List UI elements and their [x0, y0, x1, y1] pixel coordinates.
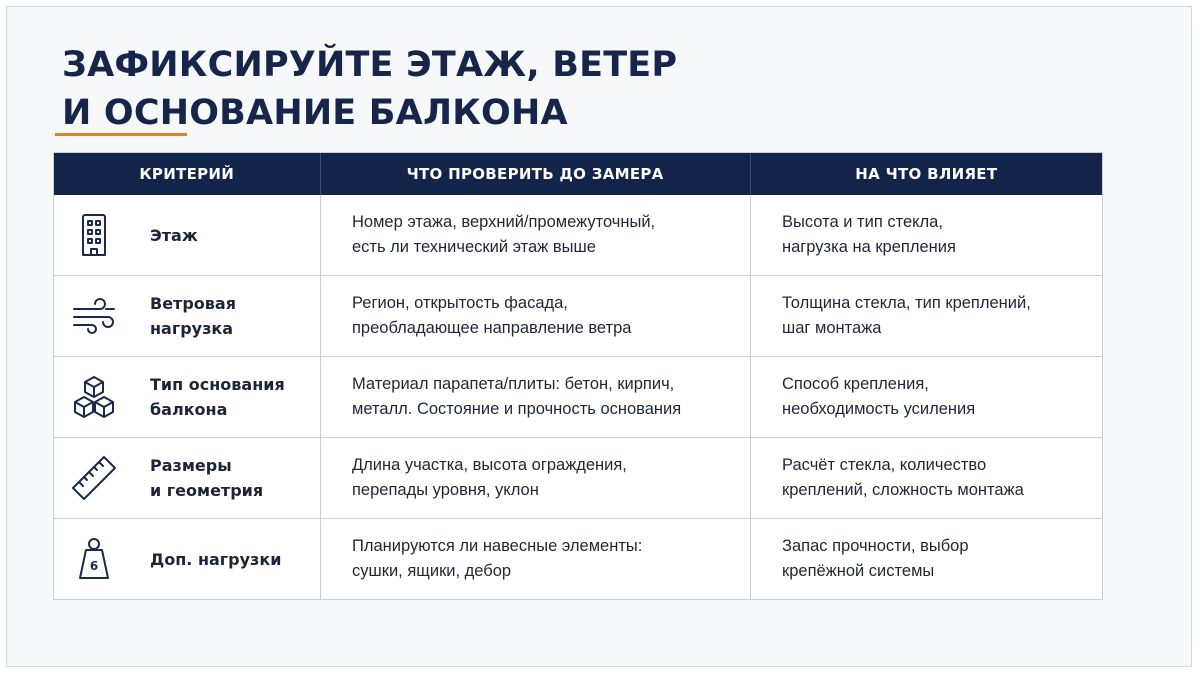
title-line-2: И ОСНОВАНИЕ БАЛКОНА	[62, 93, 568, 133]
header-criterion: КРИТЕРИЙ	[139, 165, 235, 183]
check-text: Планируются ли навесные элементы:	[352, 537, 643, 555]
criterion-text: Ветровая	[150, 294, 236, 313]
impact-cell	[750, 357, 1102, 437]
impact-cell	[750, 438, 1102, 518]
page-title	[62, 41, 677, 137]
weight-icon-label: 6	[89, 559, 99, 573]
table-row	[54, 356, 1102, 437]
criterion-label	[150, 453, 263, 503]
table-row	[54, 275, 1102, 356]
impact-text: Высота и тип стекла,	[782, 213, 943, 231]
check-cell	[320, 519, 750, 599]
impact-text: необходимость усиления	[782, 400, 976, 418]
title-line-1: ЗАФИКСИРУЙТЕ ЭТАЖ, ВЕТЕР	[62, 45, 678, 85]
check-text: Длина участка, высота ограждения,	[352, 456, 627, 474]
criterion-text: балкона	[150, 400, 228, 419]
impact-text: Толщина стекла, тип креплений,	[782, 294, 1031, 312]
criterion-label	[150, 223, 198, 248]
check-text: Номер этажа, верхний/промежуточный,	[352, 213, 656, 231]
building-icon	[68, 209, 120, 261]
impact-text: Расчёт стекла, количество	[782, 456, 987, 474]
impact-text: Запас прочности, выбор	[782, 537, 969, 555]
table-row	[54, 518, 1102, 599]
check-text: Регион, открытость фасада,	[352, 294, 568, 312]
criterion-text: нагрузка	[150, 319, 234, 338]
criterion-cell	[54, 438, 320, 518]
check-text: преобладающее направление ветра	[352, 319, 632, 337]
criterion-label	[150, 547, 281, 572]
weight-icon	[68, 533, 120, 585]
header-check: ЧТО ПРОВЕРИТЬ ДО ЗАМЕРА	[320, 153, 750, 195]
impact-cell	[750, 195, 1102, 275]
criterion-text: и геометрия	[150, 481, 264, 500]
criterion-cell	[54, 519, 320, 599]
title-underline	[55, 133, 187, 136]
cubes-icon	[68, 371, 120, 423]
table-row	[54, 437, 1102, 518]
impact-text: крепёжной системы	[782, 562, 935, 580]
criterion-text: Тип основания	[150, 375, 285, 394]
impact-cell	[750, 276, 1102, 356]
table-header	[54, 153, 1102, 195]
criterion-cell	[54, 276, 320, 356]
table-row	[54, 195, 1102, 275]
check-cell	[320, 357, 750, 437]
header-impact: НА ЧТО ВЛИЯЕТ	[750, 153, 1102, 195]
check-cell	[320, 276, 750, 356]
wind-icon	[68, 290, 120, 342]
impact-text: нагрузка на крепления	[782, 238, 956, 256]
impact-cell	[750, 519, 1102, 599]
ruler-icon	[68, 452, 120, 504]
check-text: металл. Состояние и прочность основания	[352, 400, 682, 418]
criterion-text: Размеры	[150, 456, 232, 475]
impact-text: Способ крепления,	[782, 375, 929, 393]
check-text: сушки, ящики, дебор	[352, 562, 512, 580]
check-cell	[320, 195, 750, 275]
criterion-cell	[54, 195, 320, 275]
criteria-table	[53, 152, 1103, 600]
check-text: есть ли технический этаж выше	[352, 238, 596, 256]
criterion-text: Доп. нагрузки	[150, 549, 282, 569]
check-text: Материал парапета/плиты: бетон, кирпич,	[352, 375, 675, 393]
impact-text: креплений, сложность монтажа	[782, 481, 1024, 499]
criterion-label	[150, 372, 285, 422]
check-cell	[320, 438, 750, 518]
criterion-label	[150, 291, 236, 341]
impact-text: шаг монтажа	[782, 319, 882, 337]
criterion-cell	[54, 357, 320, 437]
check-text: перепады уровня, уклон	[352, 481, 539, 499]
criterion-text: Этаж	[150, 225, 198, 245]
